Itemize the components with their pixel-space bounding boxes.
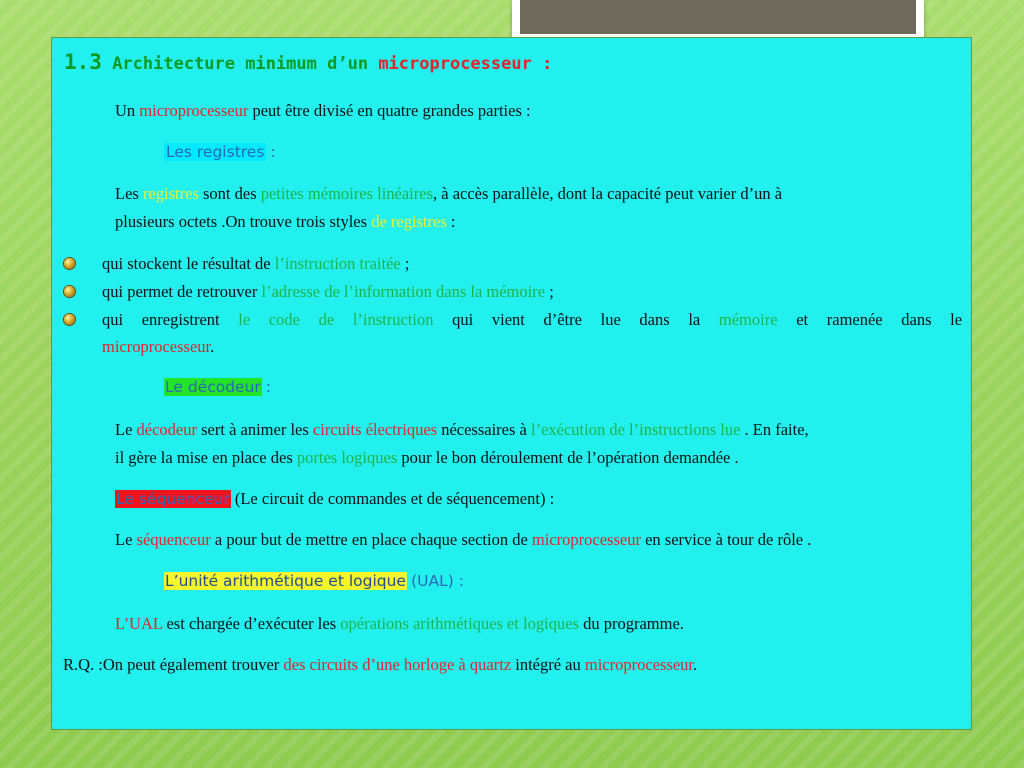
bullet-item-3: [102, 310, 962, 330]
bullet-item-2: [102, 282, 554, 302]
bullet-item-1: [102, 254, 409, 274]
ual-paren: (UAL) :: [411, 572, 464, 590]
text: ;: [549, 282, 554, 301]
term-de-registres: de registres: [371, 212, 447, 231]
text: Le: [115, 530, 133, 549]
text: a pour but de mettre en place chaque section de: [214, 530, 528, 549]
term-petites-memoires: petites mémoires linéaires: [260, 184, 434, 203]
bullet-icon: [64, 314, 75, 325]
text: qui vient d’être lue dans la: [452, 310, 701, 329]
text: R.Q. :On peut également trouver: [63, 655, 280, 674]
text: .: [210, 337, 215, 356]
term-microprocesseur: microprocesseur: [584, 655, 694, 674]
registres-paragraph-line2: [115, 212, 456, 232]
intro-text-c: peut être divisé en quatre grandes parties :: [252, 101, 531, 120]
text: il gère la mise en place des: [115, 448, 293, 467]
term-microprocesseur: microprocesseur: [102, 337, 211, 356]
term-execution: l’exécution de l’instructions lue: [531, 420, 741, 439]
term-sequenceur: séquenceur: [136, 530, 211, 549]
sequenceur-heading: Le séquenceur: [116, 490, 230, 508]
text: intégré au: [515, 655, 581, 674]
decorative-photo: [520, 0, 916, 34]
section-heading-ual: [164, 571, 464, 591]
text: en service à tour de rôle .: [645, 530, 812, 549]
term-instruction-traitee: l’instruction traitée: [274, 254, 401, 273]
intro-term: microprocesseur: [139, 101, 249, 120]
ual-paragraph: [115, 614, 684, 634]
text: et ramenée dans le: [796, 310, 963, 329]
text: Les: [115, 184, 139, 203]
text: .: [693, 655, 698, 674]
term-circuits-electriques: circuits électriques: [312, 420, 438, 439]
term-operations: opérations arithmétiques et logiques: [340, 614, 579, 633]
ual-heading: L’unité arithmétique et logique: [165, 572, 406, 590]
registres-colon: :: [270, 143, 276, 161]
title-text: Architecture minimum d’un: [112, 54, 369, 74]
sequenceur-paragraph: [115, 530, 811, 550]
text: plusieurs octets .On trouve trois styles: [115, 212, 368, 231]
bullet-icon: [64, 286, 75, 297]
term-decodeur: décodeur: [136, 420, 197, 439]
text: sert à animer les: [201, 420, 309, 439]
term-portes-logiques: portes logiques: [296, 448, 398, 467]
slide-title: [64, 50, 552, 74]
term-memoire: mémoire: [718, 310, 778, 329]
sequenceur-paren: (Le circuit de commandes et de séquencement) :: [234, 489, 555, 508]
section-heading-decodeur: [164, 377, 271, 397]
title-suffix: :: [542, 54, 553, 74]
decodeur-paragraph-line2: [115, 448, 739, 468]
text: qui permet de retrouver: [102, 282, 258, 301]
content-box: [51, 37, 972, 730]
term-horloge: des circuits d’une horloge à quartz: [283, 655, 512, 674]
bullet-item-3-continued: [102, 337, 214, 357]
term-adresse: l’adresse de l’information dans la mémoire: [261, 282, 546, 301]
decodeur-paragraph-line1: [115, 420, 809, 440]
section-heading-sequenceur: [115, 489, 554, 509]
text: Le: [115, 420, 133, 439]
section-heading-registres: [164, 142, 276, 162]
decodeur-colon: :: [265, 378, 272, 396]
title-highlight: microprocesseur: [378, 54, 532, 74]
text: sont des: [202, 184, 257, 203]
registres-paragraph-line1: [115, 184, 782, 204]
intro-line: [115, 101, 531, 121]
term-code-instruction: le code de l’instruction: [238, 310, 434, 329]
text: , à accès parallèle, dont la capacité peut varier d’un à: [433, 184, 783, 203]
bullet-icon: [64, 258, 75, 269]
remark-line: [63, 655, 697, 675]
term-registres: registres: [142, 184, 199, 203]
term-ual: L’UAL: [115, 614, 163, 633]
text: ;: [404, 254, 410, 273]
text: qui enregistrent: [102, 310, 220, 329]
registres-heading: Les registres: [166, 143, 265, 161]
intro-text-a: Un: [115, 101, 136, 120]
text: qui stockent le résultat de: [102, 254, 271, 273]
term-microprocesseur: microprocesseur: [531, 530, 641, 549]
text: du programme.: [583, 614, 684, 633]
text: . En faite,: [744, 420, 809, 439]
decorative-photo-frame: [512, 0, 924, 40]
text: nécessaires à: [441, 420, 527, 439]
text: est chargée d’exécuter les: [166, 614, 337, 633]
title-number: 1.3: [64, 50, 102, 74]
decodeur-heading: Le décodeur: [165, 378, 261, 396]
text: pour le bon déroulement de l’opération demandée .: [401, 448, 739, 467]
text: :: [450, 212, 456, 231]
